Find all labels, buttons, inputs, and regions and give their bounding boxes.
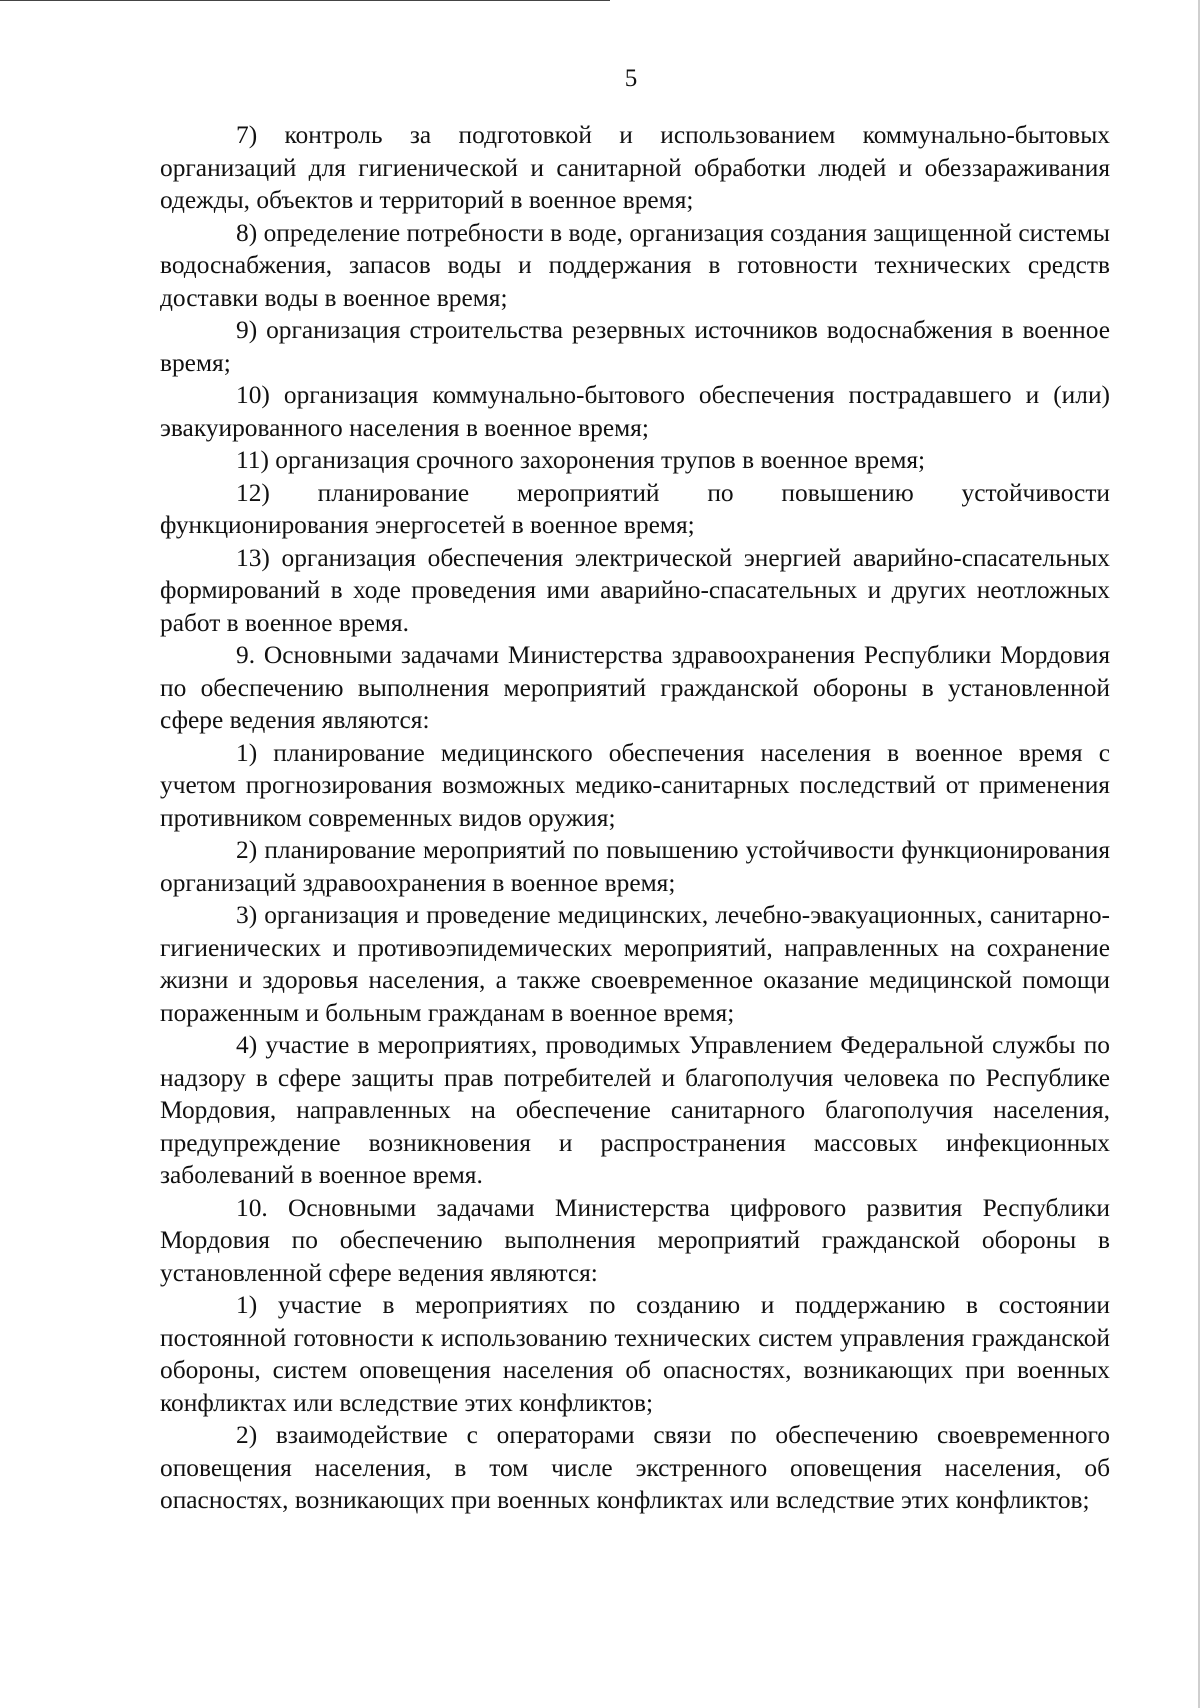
paragraph-health-item-1: 1) планирование медицинского обеспечения населения в военное время с учетом прогнозирования возможных медико-санитарных последствий от применения противником современных видов оружия; bbox=[160, 738, 1110, 832]
paragraph-health-item-4: 4) участие в мероприятиях, проводимых Управлением Федеральной службы по надзору в сфере защиты прав потребителей и благополучия человека по Республике Мордовия, направленных на обеспечение санитарного благополучия населения, предупреждение возникновения и распространения массовых инфекционных заболеваний в военное время. bbox=[160, 1031, 1110, 1189]
scan-top-edge-line bbox=[0, 0, 610, 1]
paragraph-item-7: 7) контроль за подготовкой и использованием коммунально-бытовых организаций для гигиенической и санитарной обработки людей и обеззараживания одежды, объектов и территорий в военное время; bbox=[160, 121, 1110, 214]
document-body bbox=[160, 119, 1110, 1517]
paragraph-health-item-2: 2) планирование мероприятий по повышению устойчивости функционирования организаций здравоохранения в военное время; bbox=[160, 836, 1110, 897]
paragraph-section-9-health-ministry: 9. Основными задачами Министерства здравоохранения Республики Мордовия по обеспечению выполнения мероприятий гражданской обороны в установленной сфере ведения являются: bbox=[160, 641, 1110, 734]
paragraph-item-13: 13) организация обеспечения электрической энергией аварийно-спасательных формирований в ходе проведения ими аварийно-спасательных и других неотложных работ в военное время. bbox=[160, 543, 1110, 637]
paragraph-item-10: 10) организация коммунально-бытового обеспечения пострадавшего и (или) эвакуированного населения в военное время; bbox=[160, 381, 1110, 442]
paragraph-health-item-3: 3) организация и проведение медицинских, лечебно-эвакуационных, санитарно-гигиенических и противоэпидемических мероприятий, направленных на сохранение жизни и здоровья населения, а также своевременное оказание медицинской помощи пораженным и больным гражданам в военное время; bbox=[160, 901, 1110, 1027]
paragraph-item-11: 11) организация срочного захоронения трупов в военное время; bbox=[236, 446, 926, 474]
page-number: 5 bbox=[624, 65, 638, 92]
paragraph-item-8: 8) определение потребности в воде, организация создания защищенной системы водоснабжения, запасов воды и поддержания в готовности технических средств доставки воды в военное время; bbox=[160, 218, 1110, 312]
paragraph-digital-item-2: 2) взаимодействие с операторами связи по обеспечению своевременного оповещения населения, в том числе экстренного оповещения населения, об опасностях, возникающих при военных конфликтах или вследствие этих конфликтов; bbox=[160, 1421, 1110, 1514]
paragraph-section-10-digital-ministry: 10. Основными задачами Министерства цифрового развития Республики Мордовия по обеспечению выполнения мероприятий гражданской обороны в установленной сфере ведения являются: bbox=[160, 1193, 1110, 1287]
paragraph-item-9: 9) организация строительства резервных источников водоснабжения в военное время; bbox=[160, 316, 1110, 377]
paragraph-item-12: 12) планирование мероприятий по повышению устойчивости функционирования энергосетей в военное время; bbox=[160, 478, 1110, 539]
paragraph-digital-item-1: 1) участие в мероприятиях по созданию и поддержанию в состоянии постоянной готовности к использованию технических систем управления гражданской обороны, систем оповещения населения об опасностях, возникающих при военных конфликтах или вследствие этих конфликтов; bbox=[160, 1291, 1110, 1417]
